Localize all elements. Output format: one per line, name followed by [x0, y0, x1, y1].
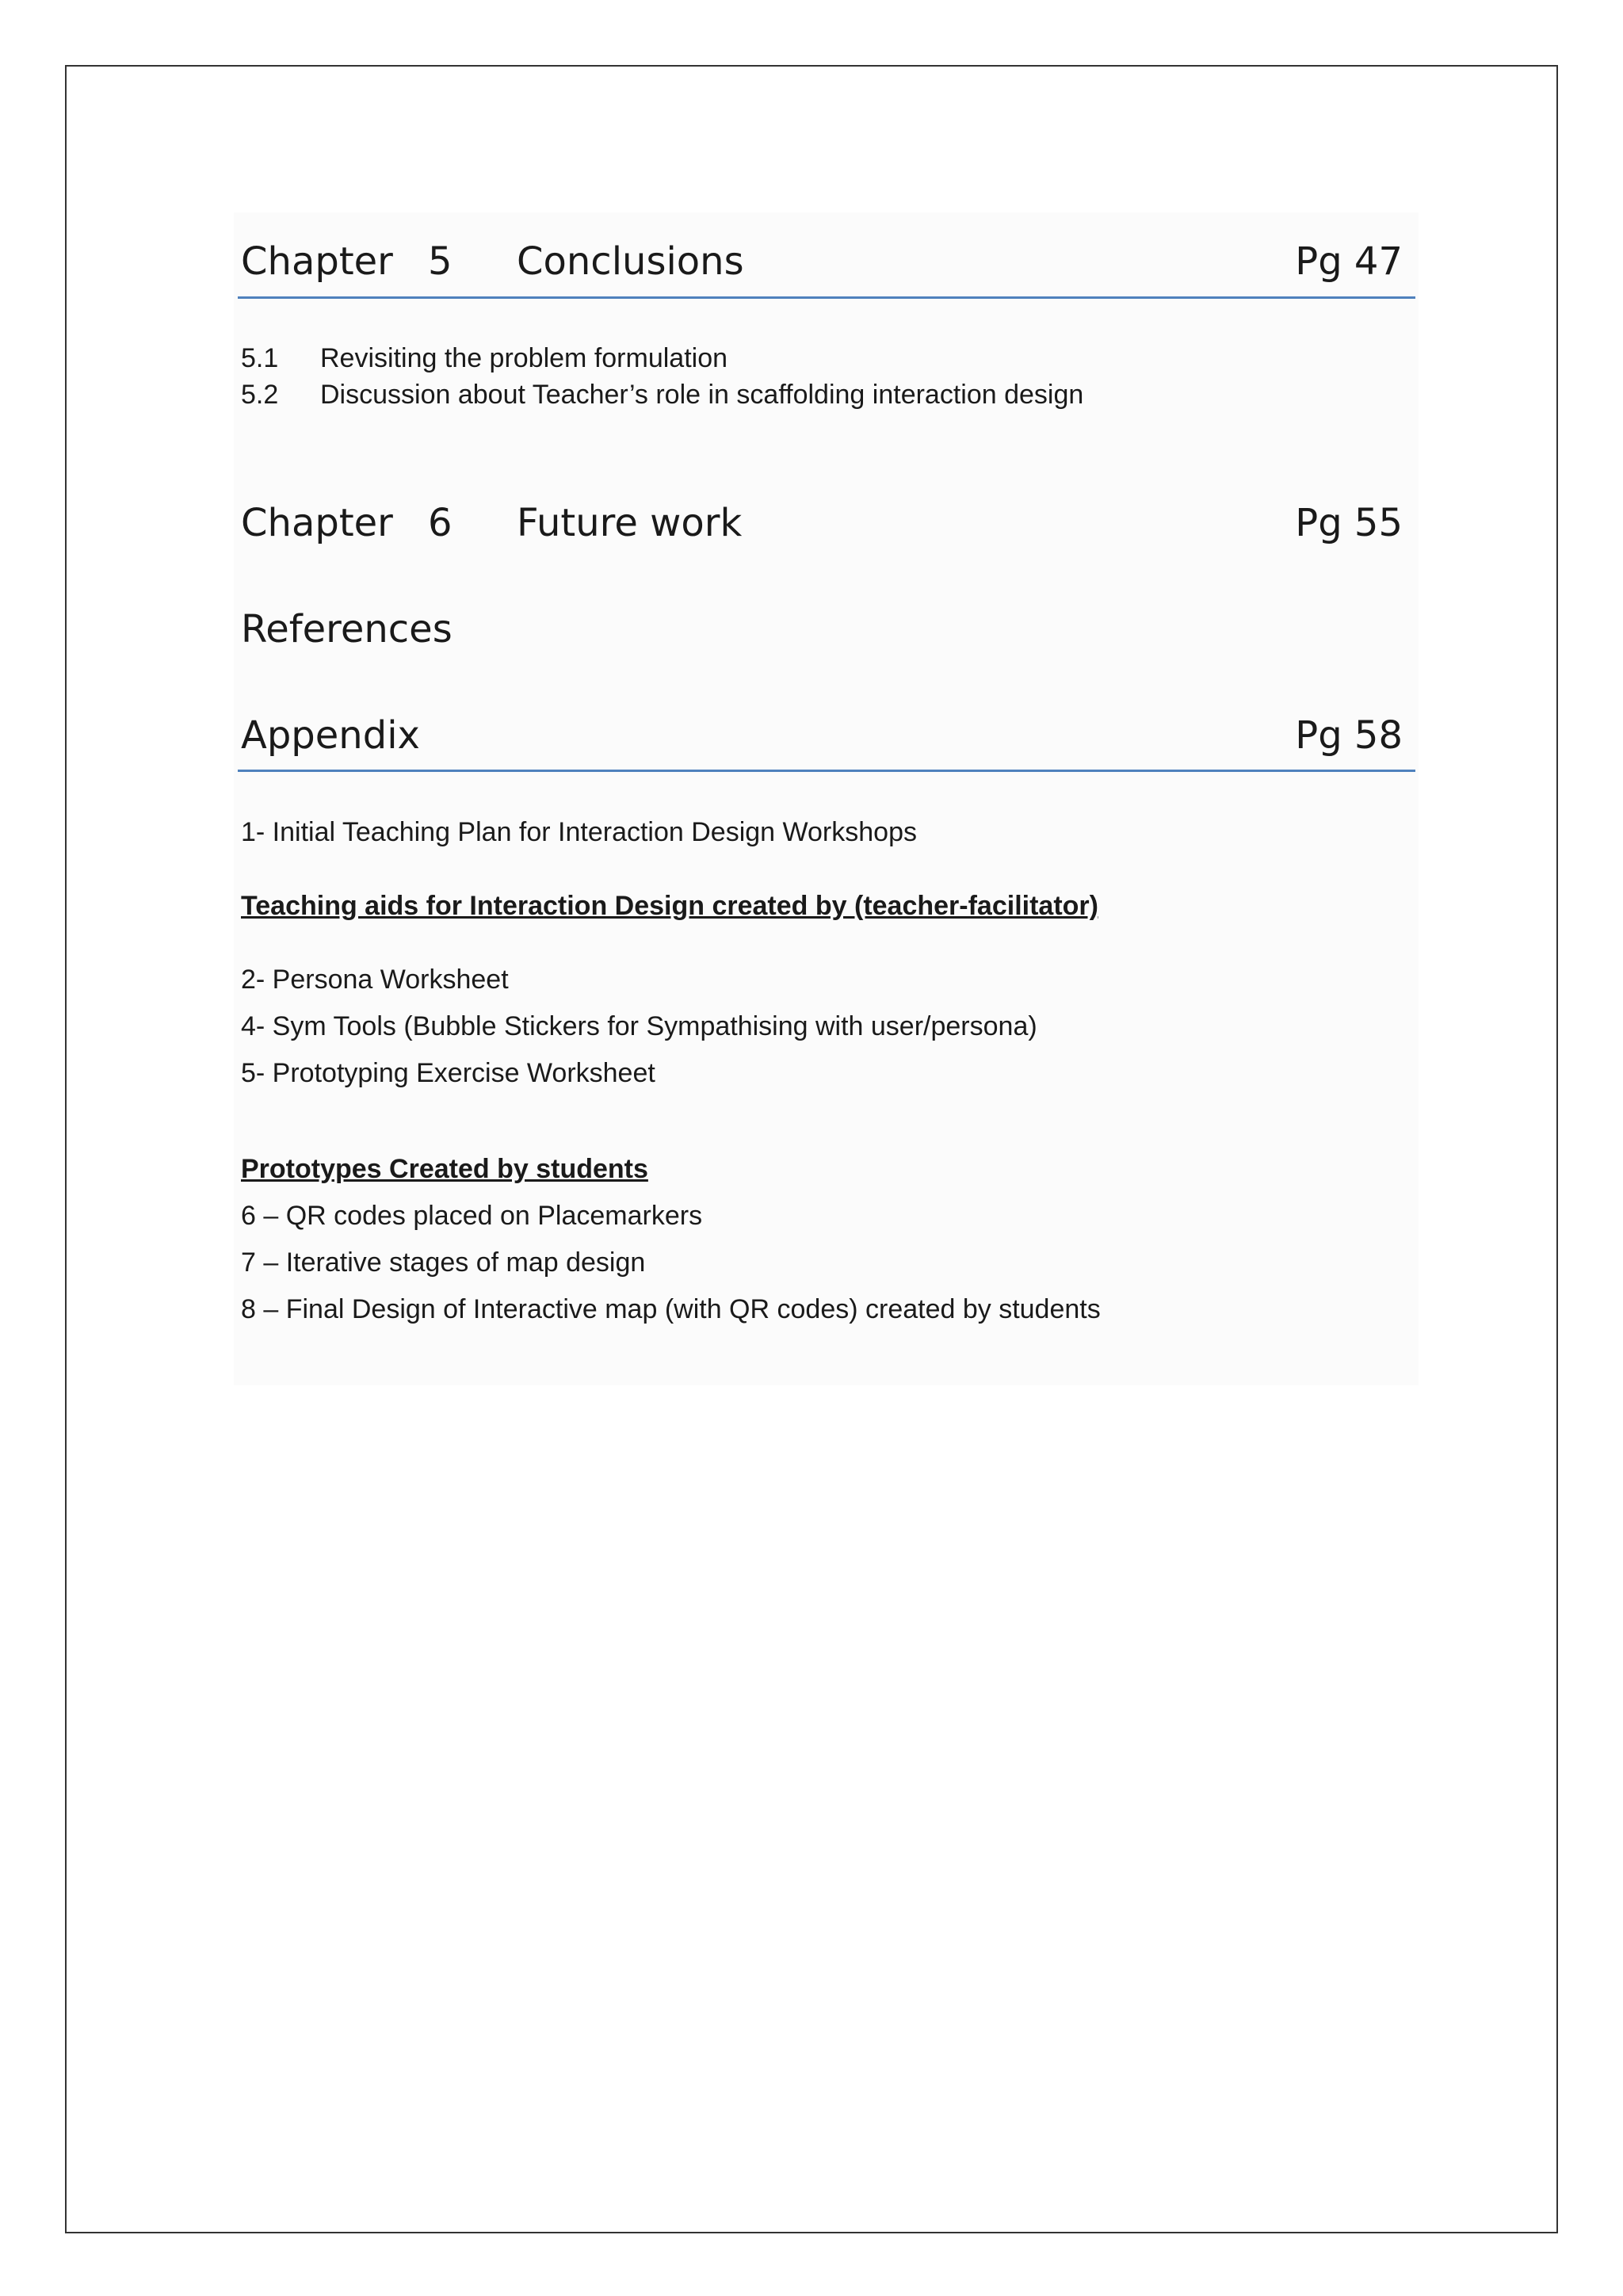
chapter-number: 5 — [428, 239, 453, 284]
section-5-2 — [241, 381, 1083, 408]
chapter-5-rule — [238, 296, 1415, 299]
prototype-item: 7 – Iterative stages of map design — [241, 1247, 646, 1278]
section-text: Discussion about Teacher’s role in scaffolding interaction design — [320, 380, 1084, 410]
chapter-5-page: Pg 47 — [1295, 239, 1403, 284]
appendix-item-1: 1- Initial Teaching Plan for Interaction Design Workshops — [241, 817, 917, 847]
chapter-title: Conclusions — [517, 239, 744, 284]
chapter-label: Chapter — [241, 501, 393, 545]
prototypes-heading: Prototypes Created by students — [241, 1154, 648, 1184]
section-number: 5.1 — [241, 343, 279, 373]
teaching-aid-item: 5- Prototyping Exercise Worksheet — [241, 1058, 655, 1088]
teaching-aid-item: 2- Persona Worksheet — [241, 965, 509, 995]
appendix-heading: Appendix — [241, 713, 420, 758]
teaching-aid-item: 4- Sym Tools (Bubble Stickers for Sympathising with user/persona) — [241, 1011, 1037, 1041]
teaching-aids-heading: Teaching aids for Interaction Design created by (teacher-facilitator) — [241, 891, 1098, 921]
section-text: Revisiting the problem formulation — [320, 343, 728, 373]
chapter-6-page: Pg 55 — [1295, 501, 1403, 545]
chapter-label: Chapter — [241, 239, 393, 284]
chapter-title: Future work — [517, 501, 743, 545]
references-heading: References — [241, 607, 453, 651]
prototype-item: 6 – QR codes placed on Placemarkers — [241, 1201, 703, 1231]
appendix-page: Pg 58 — [1295, 713, 1403, 758]
section-number: 5.2 — [241, 380, 279, 410]
prototype-item: 8 – Final Design of Interactive map (with QR codes) created by students — [241, 1294, 1101, 1324]
chapter-number: 6 — [428, 501, 453, 545]
appendix-rule — [238, 770, 1415, 772]
section-5-1 — [241, 345, 727, 372]
